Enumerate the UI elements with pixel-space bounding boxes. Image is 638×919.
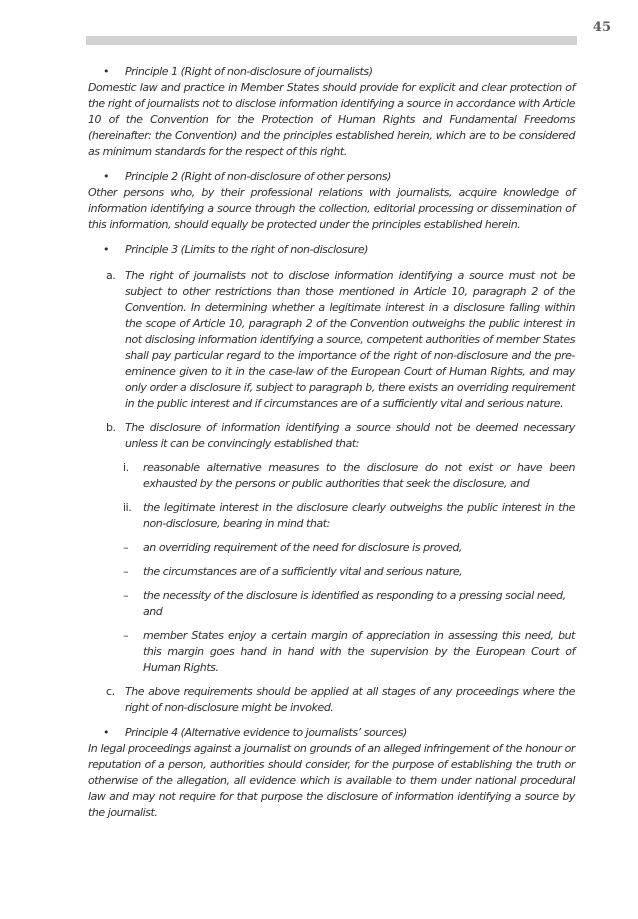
heading-text: Principle 3 (Limits to the right of non-disclosure) [125, 243, 368, 256]
list-marker: c. [106, 685, 115, 698]
document-body [88, 58, 575, 821]
sub-list-item [88, 500, 575, 532]
dash-item [88, 628, 575, 676]
sub-list-item [88, 460, 575, 492]
dash-item [88, 588, 575, 620]
dash-item-text: the necessity of the disclosure is identified as responding to a pressing social need, and [143, 589, 566, 618]
list-marker: i. [123, 461, 129, 474]
bullet-marker: • [103, 170, 110, 183]
header-bar [86, 36, 577, 45]
dash-item-text: member States enjoy a certain margin of appreciation in assessing this need, but this margin goes hand in hand with the supervision by the European Court of Human Rights. [143, 629, 575, 674]
principle-heading [88, 242, 575, 258]
dash-item [88, 540, 575, 556]
dash-item [88, 564, 575, 580]
principle-heading [88, 64, 575, 80]
list-item-text: The above requirements should be applied at all stages of any proceedings where the right of non-disclosure might be invoked. [125, 685, 575, 714]
heading-text: Principle 4 (Alternative evidence to journalists’ sources) [125, 726, 407, 739]
list-item [88, 420, 575, 452]
paragraph: In legal proceedings against a journalist on grounds of an alleged infringement of the honour or reputation of a person, authorities should consider, for the purpose of establishing the truth or otherwise of the allegation, all evidence which is available to them under national procedural law and may not require for that purpose the disclosure of information identifying a source by the journalist. [88, 742, 575, 819]
list-item [88, 684, 575, 716]
heading-text: Principle 1 (Right of non-disclosure of journalists) [125, 65, 373, 78]
dash-marker: – [123, 541, 129, 554]
list-item-text: The disclosure of information identifying a source should not be deemed necessary unless it can be convincingly established that: [125, 421, 575, 450]
list-item-text: reasonable alternative measures to the disclosure do not exist or have been exhausted by the persons or public authorities that seek the disclosure, and [143, 461, 575, 490]
principle-heading [88, 725, 575, 741]
list-marker: b. [106, 421, 116, 434]
dash-marker: – [123, 565, 129, 578]
page-number: 45 [592, 20, 611, 35]
dash-item-text: the circumstances are of a sufficiently vital and serious nature, [143, 565, 463, 578]
paragraph: Domestic law and practice in Member States should provide for explicit and clear protection of the right of journalists not to disclose information identifying a source in accordance with Article 10 of the Convention for the Protection of Human Rights and Fundamental Freedoms (hereinafter: the Convention) and the principles established herein, which are to be considered as minimum standards for the respect of this right. [88, 81, 575, 158]
dash-item-text: an overriding requirement of the need for disclosure is proved, [143, 541, 462, 554]
paragraph: Other persons who, by their professional relations with journalists, acquire knowledge of information identifying a source through the collection, editorial processing or dissemination of this information, should equally be protected under the principles established herein. [88, 186, 575, 231]
list-item-text: The right of journalists not to disclose information identifying a source must not be subject to other restrictions than those mentioned in Article 10, paragraph 2 of the Convention. In determining whether a legitimate interest in a disclosure falling within the scope of Article 10, paragraph 2 of the Convention outweighs the public interest in not disclosing information identifying a source, competent authorities of member States shall pay particular regard to the importance of the right of non-disclosure and the pre-eminence given to it in the case-law of the European Court of Human Rights, and may only order a disclosure if, subject to paragraph b, there exists an overriding requirement in the public interest and if circumstances are of a sufficiently vital and serious nature. [125, 269, 575, 410]
bullet-marker: • [103, 726, 110, 739]
dash-marker: – [123, 629, 129, 642]
list-marker: a. [106, 269, 116, 282]
principle-heading [88, 169, 575, 185]
list-item [88, 268, 575, 412]
dash-marker: – [123, 589, 129, 602]
list-item-text: the legitimate interest in the disclosure clearly outweighs the public interest in the non-disclosure, bearing in mind that: [143, 501, 575, 530]
bullet-marker: • [103, 243, 110, 256]
heading-text: Principle 2 (Right of non-disclosure of other persons) [125, 170, 392, 183]
bullet-marker: • [103, 65, 110, 78]
list-marker: ii. [123, 501, 132, 514]
